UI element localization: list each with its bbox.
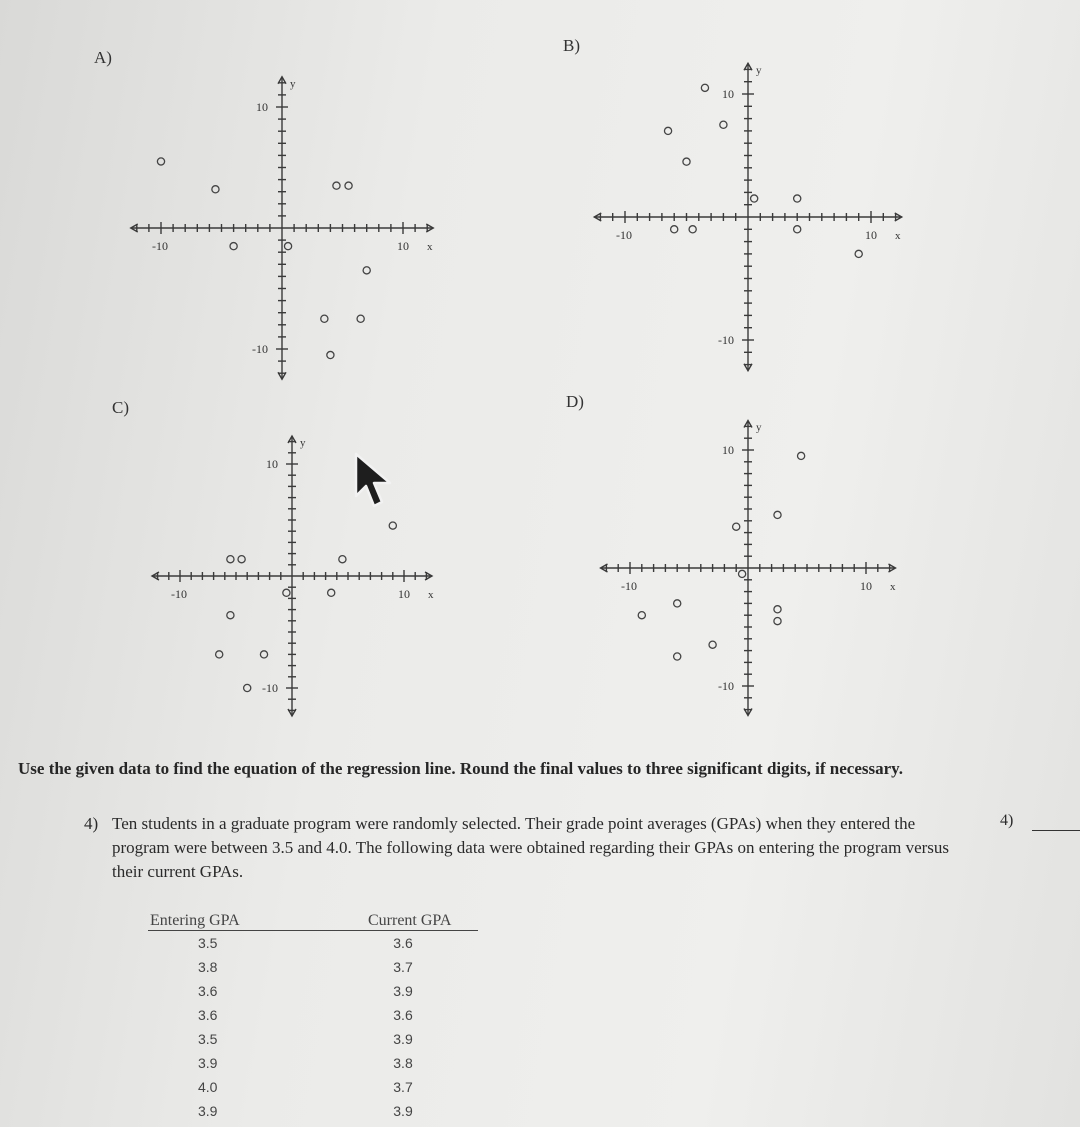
data-point (674, 600, 681, 607)
data-point (774, 511, 781, 518)
current-gpa-cell: 3.8 (393, 1055, 413, 1071)
table-row (148, 979, 478, 1003)
y-axis-label: y (756, 421, 762, 434)
x-tick-label-neg: -10 (621, 579, 637, 593)
data-point (798, 452, 805, 459)
option-b-label: B) (563, 36, 580, 55)
question-number: 4) (84, 814, 99, 833)
entering-gpa-cell: 4.0 (198, 1079, 218, 1095)
table-row (148, 1027, 478, 1051)
current-gpa-cell: 3.7 (393, 1079, 413, 1095)
table-row (148, 955, 478, 979)
data-point (739, 570, 746, 577)
table-row (148, 1051, 478, 1075)
question-text: Ten students in a graduate program were randomly selected. Their grade point averages (GPAs) when they entered the program were between 3.5 and 4.0. The following data were obtained regarding their GPAs on entering the program versus their current GPAs. (112, 814, 950, 881)
current-gpa-cell: 3.6 (393, 935, 413, 951)
x-tick-label-pos: 10 (860, 579, 872, 593)
entering-gpa-cell: 3.6 (198, 983, 218, 999)
entering-gpa-cell: 3.9 (198, 1055, 218, 1071)
x-tick-label-neg: -10 (616, 228, 632, 242)
option-a-label: A) (94, 48, 112, 67)
x-tick-label-pos: 10 (865, 228, 877, 242)
y-axis-label: y (290, 77, 296, 90)
entering-gpa-cell: 3.5 (198, 935, 218, 951)
header-current-gpa: Current GPA (328, 912, 478, 931)
table-row (148, 1003, 478, 1027)
y-tick-label-neg: -10 (718, 679, 734, 693)
instructions-text: Use the given data to find the equation of the regression line. Round the final values to three significant digits, if necessary. (18, 759, 903, 778)
x-tick-label-neg: -10 (171, 587, 187, 601)
entering-gpa-cell: 3.9 (198, 1103, 218, 1119)
table-row (148, 1099, 478, 1123)
y-tick-label-neg: -10 (718, 333, 734, 347)
answer-blank[interactable] (1032, 830, 1080, 831)
entering-gpa-cell: 3.5 (198, 1031, 218, 1047)
option-d-label: D) (566, 392, 584, 411)
x-axis-label: x (427, 241, 433, 253)
x-tick-label-pos: 10 (398, 587, 410, 601)
y-tick-label-pos: 10 (722, 443, 734, 457)
current-gpa-cell: 3.9 (393, 1031, 413, 1047)
answer-label: 4) (1000, 812, 1014, 829)
x-axis-label: x (890, 581, 896, 593)
data-point (709, 641, 716, 648)
current-gpa-cell: 3.9 (393, 983, 413, 999)
x-axis-label: x (428, 589, 434, 601)
x-tick-label-neg: -10 (152, 239, 168, 253)
data-point (733, 523, 740, 530)
entering-gpa-cell: 3.6 (198, 1007, 218, 1023)
y-tick-label-neg: -10 (252, 342, 268, 356)
data-point (638, 612, 645, 619)
y-axis-label: y (300, 437, 306, 449)
entering-gpa-cell: 3.8 (198, 959, 218, 975)
current-gpa-cell: 3.6 (393, 1007, 413, 1023)
header-entering-gpa: Entering GPA (148, 912, 328, 931)
x-tick-label-pos: 10 (397, 239, 409, 253)
data-point (774, 618, 781, 625)
current-gpa-cell: 3.9 (393, 1103, 413, 1119)
data-point (674, 653, 681, 660)
y-tick-label-pos: 10 (256, 100, 268, 114)
gpa-table (148, 912, 478, 1123)
mouse-pointer-icon (352, 452, 396, 510)
current-gpa-cell: 3.7 (393, 959, 413, 975)
data-point (774, 606, 781, 613)
table-row (148, 931, 478, 956)
axes (601, 421, 896, 716)
y-tick-label-pos: 10 (266, 457, 278, 471)
option-c-label: C) (112, 398, 129, 417)
y-tick-label-neg: -10 (262, 681, 278, 695)
y-tick-label-pos: 10 (722, 87, 734, 101)
question-4 (84, 812, 960, 884)
table-row (148, 1075, 478, 1099)
y-axis-label: y (756, 64, 762, 77)
x-axis-label: x (895, 230, 901, 242)
